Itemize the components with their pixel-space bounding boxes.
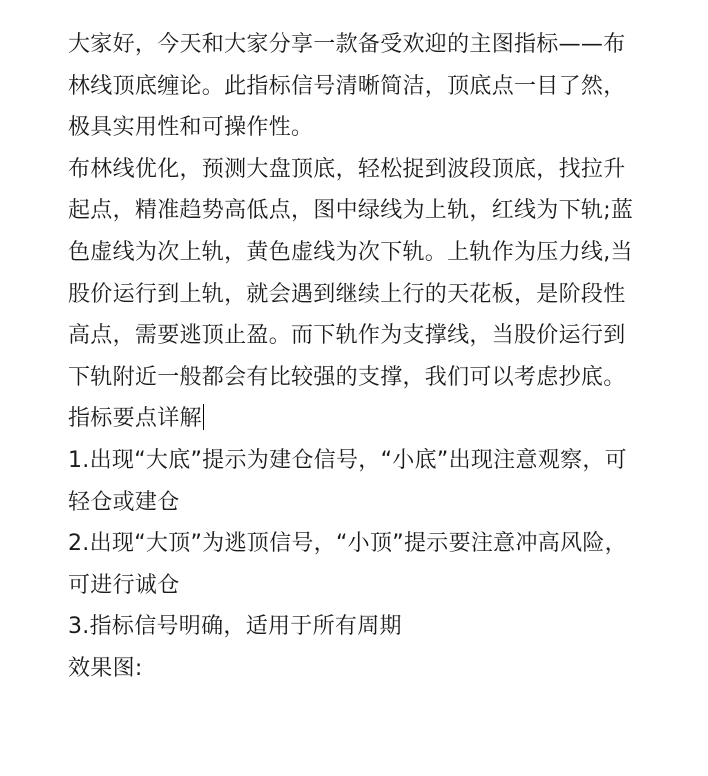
section-heading: 指标要点详解 xyxy=(68,406,202,432)
intro-paragraph: 大家好，今天和大家分享一款备受欢迎的主图指标——布林线顶底缠论。此指标信号清晰简洁，顶底点一目了然，极具实用性和可操作性。 xyxy=(68,32,626,141)
text-cursor xyxy=(203,404,204,430)
section-heading-line[interactable] xyxy=(68,398,638,440)
document-body xyxy=(68,24,638,690)
point-2: 2.出现“大顶”为逃顶信号，“小顶”提示要注意冲高风险，可进行诚仓 xyxy=(68,531,627,598)
bollinger-description-paragraph: 布林线优化，预测大盘顶底，轻松捉到波段顶底，找拉升起点，精准趋势高低点，图中绿线为上轨，红线为下轨;蓝色虚线为次上轨，黄色虚线为次下轨。上轨作为压力线,当股价运行到上轨，就会遇到继续上行的天花板，是阶段性高点，需要逃顶止盈。而下轨作为支撑线，当股价运行到下轨附近一般都会有比较强的支撑，我们可以考虑抄底。 xyxy=(68,156,634,390)
point-1: 1.出现“大底”提示为建仓信号，“小底”出现注意观察，可轻仓或建仓 xyxy=(68,447,627,515)
effect-label: 效果图: xyxy=(68,655,143,681)
point-3: 3.指标信号明确，适用于所有周期 xyxy=(68,614,402,640)
